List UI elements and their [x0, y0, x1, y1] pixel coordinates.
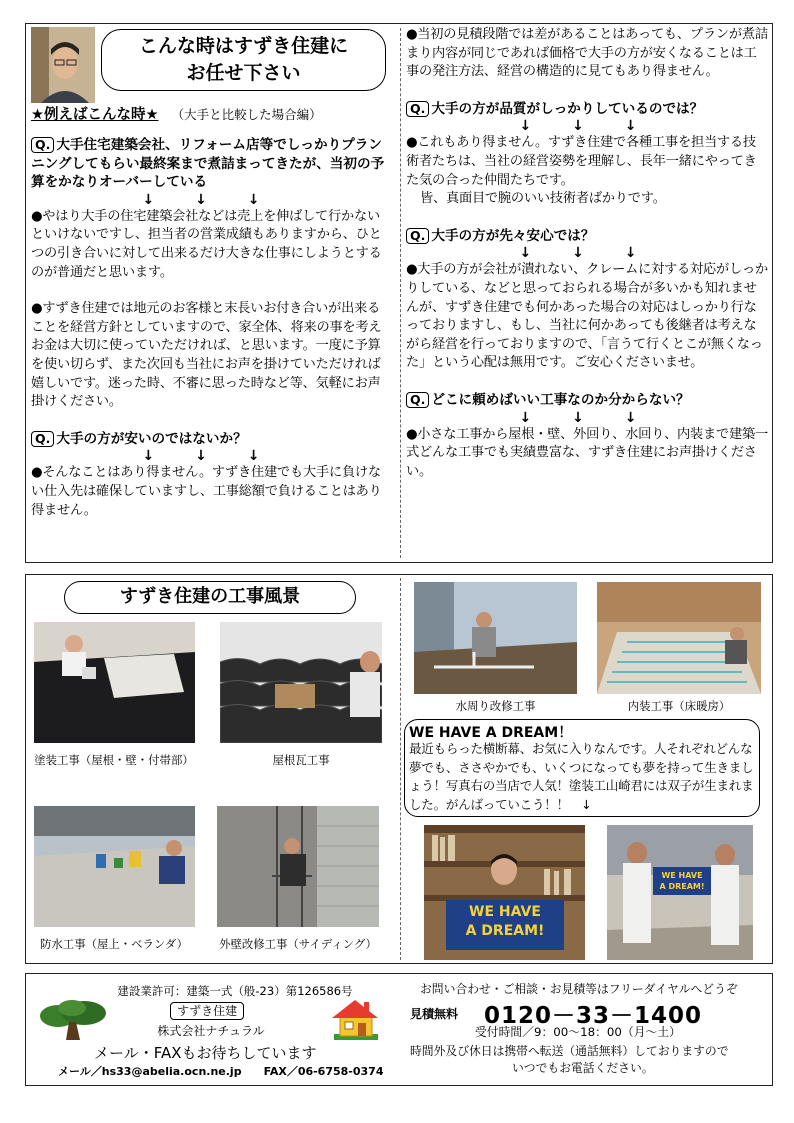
- qa-left-1-answer: ●やはり大手の住宅建築会社などは売上を伸ばして行かないといけないですし、担当者の営業成績もありますから、ひとつの引き合いに対して出来るだけ大きな仕事にしようとするのが普通だと思います。: [31, 208, 382, 280]
- q-mark: Q.: [406, 101, 429, 117]
- caption-plumbing: 水周り改修工事: [455, 699, 536, 713]
- photo-dream-painters: [607, 825, 753, 960]
- question-text: どこに頼めばいい工事なのか分からない？: [431, 391, 690, 408]
- company-name: 株式会社ナチュラル: [157, 1024, 265, 1038]
- photo-dream-owner: [424, 825, 585, 960]
- question-text: 大手の方が安いのではないか？: [56, 430, 247, 447]
- banner-line2: A DREAM!: [465, 923, 545, 939]
- license: 建設業許可：建築一式（般-23）第126586号: [117, 984, 353, 998]
- owner-photo: [31, 27, 95, 103]
- arrows-down-icon: ↓ ↓ ↓: [142, 191, 278, 208]
- photo-plumbing: [414, 582, 577, 694]
- after-hours-note: 時間外及び休日は携帯へ転送（通話無料）しておりますので: [410, 1044, 729, 1058]
- qa-right-1-answer-2: 皆、真面目で腕のいい技術者ばかりです。: [420, 191, 666, 207]
- inquiry-text: お問い合わせ・ご相談・お見積等はフリーダイヤルへどうぞ: [420, 982, 738, 996]
- qa-left-1-answer-2: ●すずき住建では地元のお客様と末長いお付き合いが出来ることを経営方針としていますので、家全体、将来の事を考えお金は大切に使っていただければ、と思います。一度に予算を使い切らず、また次回も当社にお声を掛けていただければ嬉しいです。迷った時、不審に思った時など等、気軽にお声掛けください。: [31, 301, 382, 410]
- q-mark: Q.: [406, 392, 429, 408]
- arrows-down-icon: ↓ ↓ ↓: [519, 409, 655, 426]
- qa-left-2-answer: ●そんなことはあり得ません。すずき住建でも大手に負けない仕入先は確保していますし、工事総額で負けることはあり得ません。: [31, 465, 382, 518]
- caption-waterproof: 防水工事（屋上・ベランダ）: [40, 937, 188, 951]
- q-mark: Q.: [406, 228, 429, 244]
- after-hours-note-2: いつでもお電話ください。: [512, 1061, 654, 1075]
- caption-painting: 塗装工事（屋根・壁・付帯部）: [34, 753, 194, 767]
- qa-right-2-answer: ●大手の方が会社が潰れない、クレームに対する対応がしっかりしている、などと思っておられる場合が多いかも知れませんが、すずき住建でも何かあった場合の対応はしっかり行なっておりますし、もし、当社に何かあっても後継者は考えながら経営を行っておりますので、「言うて行くとこが無くなった」という心配は無用です。ご安心くださいませ。: [406, 262, 768, 371]
- question-text: 大手の方が先々安心では？: [431, 227, 595, 244]
- qa-right-3-question: [406, 391, 768, 410]
- photo-siding: [217, 806, 379, 927]
- mail-fax-message: メール・FAXもお待ちしています: [94, 1044, 317, 1062]
- qa-left-2-question: [31, 430, 389, 449]
- brand-box: すずき住建: [170, 1002, 244, 1020]
- house-logo: [328, 996, 382, 1042]
- q-mark: Q.: [31, 137, 54, 153]
- arrows-down-icon: ↓ ↓ ↓: [519, 118, 655, 135]
- dream-banner-small-text: [653, 870, 711, 892]
- left-column: [31, 136, 389, 520]
- tree-logo: [36, 1000, 110, 1042]
- q-mark: Q.: [31, 431, 54, 447]
- banner-line1: WE HAVE: [469, 904, 541, 920]
- question-text: 大手住宅建築会社、リフォーム店等でしっかりプランニングしてもらい最終案まで煮詰まってきたが、当初の予算をかなりオーバーしている: [31, 137, 385, 191]
- phone-number[interactable]: 0120－33－1400: [484, 1003, 703, 1029]
- arrows-down-icon: ↓ ↓ ↓: [519, 245, 655, 262]
- works-title: すずき住建の工事風景: [64, 581, 356, 614]
- photo-waterproof: [34, 806, 195, 927]
- qa-left-1-question: [31, 136, 389, 192]
- caption-roof-tiles: 屋根瓦工事: [272, 753, 330, 767]
- qa-right-3-answer: ●小さな工事から屋根・壁、外回り、水回り、内装まで建築一式どんな工事でも実績豊富な、すずき住建にお声掛けください。: [406, 426, 768, 479]
- photo-painting: [34, 622, 195, 743]
- intro-title: [101, 29, 386, 91]
- intro-title-line1: こんな時はすずき住建に: [138, 35, 349, 57]
- caption-floor-heating: 内装工事（床暖房）: [627, 699, 731, 713]
- photo-floor-heating: [597, 582, 761, 694]
- business-hours: 受付時間／9：00～18：00（月～土）: [475, 1025, 681, 1039]
- contact-mail-fax: メール／hs33@abelia.ocn.ne.jp FAX／06-6758-0374: [58, 1065, 384, 1078]
- qa-right-1-question: [406, 100, 768, 119]
- qa-right-0-answer: ●当初の見積段階では差があることはあっても、プランが煮詰まり内容が同じであれば価格で大手の方が安くなることは工事の発注方法、経営の構造的に見てもあり得ません。: [406, 27, 768, 80]
- example-note: （大手と比較した場合編）: [171, 107, 322, 122]
- example-heading-row: [31, 103, 397, 124]
- arrows-down-icon: ↓ ↓ ↓: [142, 448, 278, 465]
- banner-small-line1: WE HAVE: [661, 871, 703, 880]
- caption-siding: 外壁改修工事（サイディング）: [219, 937, 377, 951]
- qa-right-1-answer: ●これもあり得ません。すずき住建で各種工事を担当する技術者たちは、当社の経営姿勢を理解し、長年一緒にやってきた気の合った仲間たちです。: [406, 135, 757, 188]
- dream-banner-text: [446, 903, 564, 941]
- example-heading: ★例えばこんな時★: [31, 107, 159, 123]
- banner-small-line2: A DREAM!: [659, 882, 705, 891]
- dream-title: WE HAVE A DREAM！: [409, 725, 573, 741]
- photo-roof-tiles: [220, 622, 382, 743]
- qa-right-2-question: [406, 227, 768, 246]
- dream-text: 最近もらった横断幕、お気に入りなんです。人それぞれどんな夢でも、ささやかでも、いくつになっても夢を持って生きましょう！写真右の当店で人気！塗装工山崎君には双子が生まれました。がんばっていこう！！ ↓: [409, 741, 754, 812]
- column-divider: [400, 28, 401, 558]
- right-column: [406, 26, 768, 481]
- question-text: 大手の方が品質がしっかりしているのでは？: [431, 100, 704, 117]
- works-divider: [400, 578, 401, 960]
- free-estimate-label: 見積無料: [410, 1007, 459, 1021]
- intro-title-line2: お任せ下さい: [186, 62, 301, 84]
